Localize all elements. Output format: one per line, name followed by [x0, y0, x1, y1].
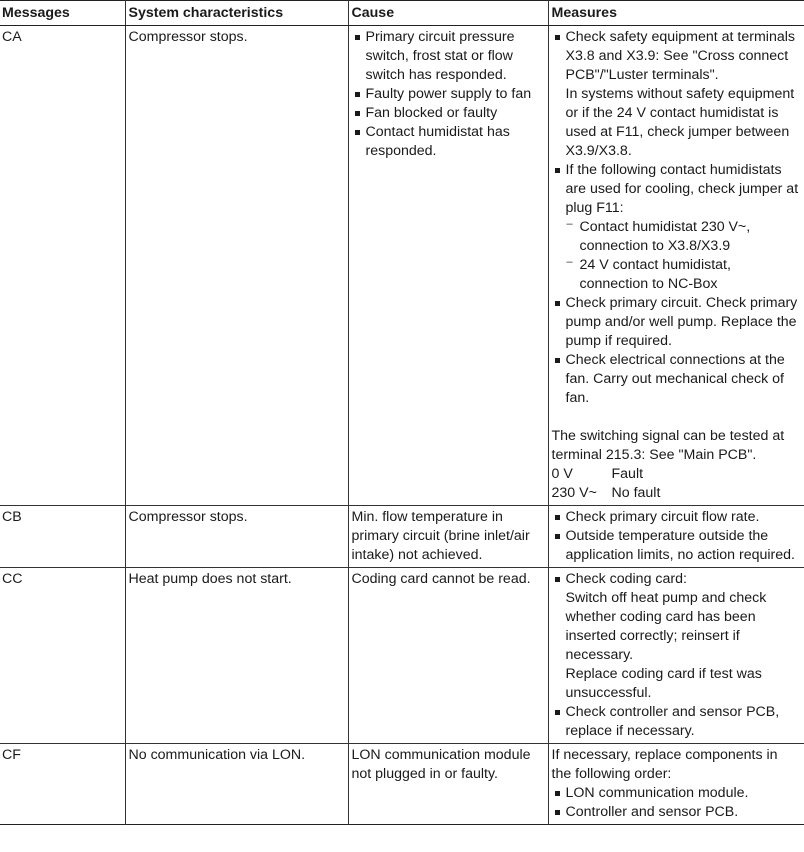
list-item: Faulty power supply to fan — [352, 85, 544, 104]
signal-table — [552, 465, 801, 503]
list-item: Check primary circuit. Check primary pump and/or well pump. Replace the pump if required. — [552, 294, 801, 351]
sub-list — [566, 218, 801, 294]
list-item: Contact humidistat has responded. — [352, 123, 544, 161]
list-item: Check controller and sensor PCB, replace if necessary. — [552, 703, 801, 741]
header-system-characteristics: System characteristics — [125, 1, 348, 26]
measures-cell — [548, 568, 804, 744]
system-characteristic: Compressor stops. — [125, 506, 348, 568]
measures-cell — [548, 26, 804, 506]
system-characteristic: Heat pump does not start. — [125, 568, 348, 744]
message-code: CC — [2, 571, 23, 587]
header-measures: Measures — [548, 1, 804, 26]
list-item: Fan blocked or faulty — [352, 104, 544, 123]
message-code: CA — [2, 29, 22, 45]
measures-intro: If necessary, replace components in the following order: — [551, 747, 778, 782]
header-cause: Cause — [348, 1, 548, 26]
measure-text: In systems without safety equipment or if the 24 V contact humidistat is used at F11, check jumper between X3.9/X3.8. — [565, 86, 795, 159]
list-item: Controller and sensor PCB. — [552, 803, 801, 822]
measure-text: Replace coding card if test was unsuccessful. — [565, 666, 762, 701]
measure-text: Switch off heat pump and check whether coding card has been inserted correctly; reinsert if necessary. — [565, 590, 767, 663]
measures-list — [552, 508, 801, 565]
cause-cell — [348, 26, 548, 506]
cause-cell: Coding card cannot be read. — [348, 568, 548, 744]
list-item: Check electrical connections at the fan. Carry out mechanical check of fan. — [552, 351, 801, 408]
system-characteristic: Compressor stops. — [125, 26, 348, 506]
measures-list — [552, 28, 801, 408]
list-item — [552, 570, 801, 703]
list-item: Outside temperature outside the application limits, no action required. — [552, 527, 801, 565]
header-row — [0, 1, 804, 26]
list-item — [552, 28, 801, 161]
measures-cell — [548, 506, 804, 568]
table-row — [0, 26, 804, 506]
signal-value: 0 V — [551, 466, 573, 482]
cause-cell: LON communication module not plugged in or faulty. — [348, 744, 548, 825]
list-item: Primary circuit pressure switch, frost stat or flow switch has responded. — [352, 28, 544, 85]
measures-list — [552, 784, 801, 822]
message-code: CB — [2, 509, 22, 525]
cause-list — [352, 28, 544, 161]
list-item: LON communication module. — [552, 784, 801, 803]
sub-list-item: – 24 V contact humidistat, connection to NC-Box — [566, 256, 801, 294]
sub-list-item: – Contact humidistat 230 V~, connection to X3.8/X3.9 — [566, 218, 801, 256]
table-row — [0, 568, 804, 744]
measures-list — [552, 570, 801, 741]
measure-text: If the following contact humidistats are used for cooling, check jumper at plug F11: — [565, 162, 799, 216]
signal-meaning: No fault — [611, 485, 661, 501]
switching-signal-note: The switching signal can be tested at terminal 215.3: See "Main PCB". — [551, 428, 785, 463]
measure-text: Check coding card: — [565, 571, 687, 587]
system-characteristic: No communication via LON. — [125, 744, 348, 825]
list-item — [552, 161, 801, 294]
cause-cell: Min. flow temperature in primary circuit (brine inlet/air intake) not achieved. — [348, 506, 548, 568]
table-row — [0, 506, 804, 568]
table-row — [0, 744, 804, 825]
signal-meaning: Fault — [611, 466, 644, 482]
message-code: CF — [2, 747, 21, 763]
measure-text: Check safety equipment at terminals X3.8 and X3.9: See "Cross connect PCB"/"Luster terminals". — [565, 29, 795, 83]
list-item: Check primary circuit flow rate. — [552, 508, 801, 527]
signal-value: 230 V~ — [551, 485, 597, 501]
measures-cell — [548, 744, 804, 825]
header-messages: Messages — [0, 1, 125, 26]
